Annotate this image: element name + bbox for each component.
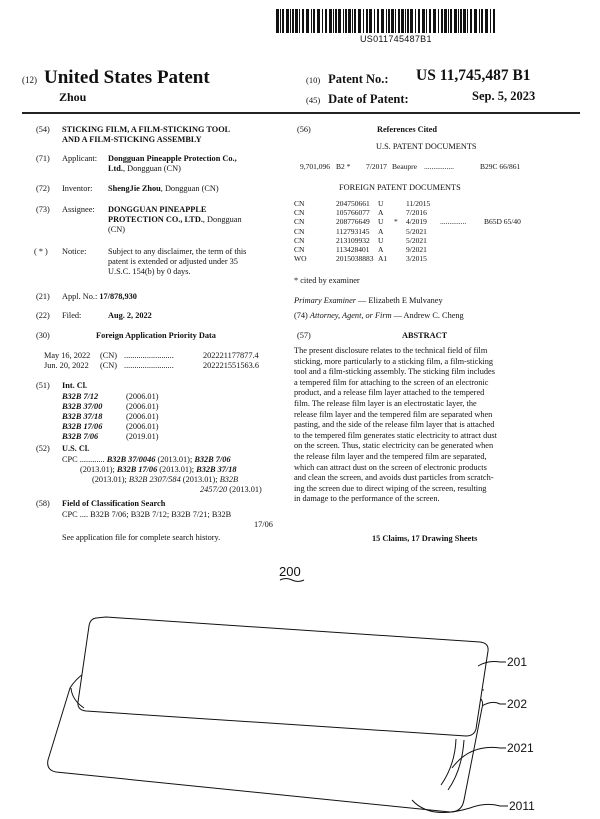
notice-label: Notice: [62, 247, 87, 256]
abstract-line: and clean the screen, and avoids dust particles from scratch- [294, 473, 494, 483]
foreign-ref-number: 204750661 [336, 199, 370, 208]
foreign-ref-date: 5/2021 [406, 226, 427, 236]
primary-examiner-row [294, 296, 443, 306]
barcode-bar [348, 9, 351, 33]
barcode-bar [381, 9, 384, 33]
field-code-74: (74) [294, 311, 308, 320]
priority-number: 202221551563.6 [203, 361, 260, 370]
leader-2011 [412, 800, 508, 813]
foreign-ref-country: WO [294, 254, 307, 264]
foreign-ref-kind: U [378, 217, 384, 227]
cpc-code: B32B 2307/584 [128, 475, 181, 484]
barcode-bar [317, 9, 320, 33]
label-202: 202 [507, 697, 528, 711]
applicant-line-1: Dongguan Pineapple Protection Co., [108, 154, 237, 163]
filed-value: Aug. 2, 2022 [108, 311, 152, 320]
barcode-bar [369, 9, 372, 33]
barcode-bar [493, 9, 495, 33]
intcl-version: (2006.01) [126, 402, 159, 411]
field-code-73: (73) [36, 205, 50, 214]
barcode-bar [280, 9, 281, 33]
priority-row [44, 361, 260, 370]
barcode-bar [363, 9, 364, 33]
ref-kind: B2 * [336, 162, 351, 171]
field-code-notice: ( * ) [34, 247, 48, 256]
label-2011: 2011 [509, 799, 535, 813]
inventor-surname: Zhou [59, 90, 87, 104]
attorney-row [294, 311, 464, 321]
cpc-code: B32B [219, 475, 239, 484]
barcode-bar [418, 9, 420, 33]
barcode-bar [352, 9, 353, 33]
cpc-version: (2013.01) [227, 485, 262, 494]
priority-dots: ........................ [124, 361, 174, 370]
abstract-line: to the tempered film generates static electricity to attract dust [294, 430, 497, 440]
field-code-22: (22) [36, 311, 50, 320]
barcode-bar [429, 9, 431, 33]
abstract-line: The present disclosure relates to the technical field of film [294, 346, 488, 355]
intcl-row [62, 402, 159, 411]
barcode-bar [333, 9, 334, 33]
barcode-bar [460, 9, 462, 33]
ref-name: Beaupre [392, 162, 417, 171]
foreign-ref-date: 5/2021 [406, 235, 427, 245]
label-201: 201 [507, 655, 528, 669]
cpc-line-2 [80, 465, 237, 474]
intcl-version: (2006.01) [126, 422, 159, 431]
inventor-name: ShengJie Zhou [108, 184, 161, 193]
patent-no-label: Patent No.: [328, 72, 389, 86]
barcode-bar [422, 9, 425, 33]
field-code-58: (58) [36, 499, 50, 508]
field-code-71: (71) [36, 154, 50, 163]
barcode-bar [467, 9, 468, 33]
foreign-ref-kind: A [378, 208, 384, 218]
field-code-54: (54) [36, 125, 50, 134]
foreign-ref-date: 11/2015 [406, 199, 431, 208]
barcode-bar [388, 9, 390, 33]
patent-title: United States Patent [44, 67, 210, 88]
cpc-version: (2013.01); [155, 455, 195, 464]
date-row [306, 90, 409, 108]
abstract-line: a tempered film for attaching to the screen of an electronic [294, 377, 489, 387]
foreign-ref-country: CN [294, 245, 305, 254]
cited-by-examiner: * cited by examiner [294, 276, 360, 285]
cpc-code: B32B 7/06 [194, 455, 231, 464]
assignee-location: , Dongguan [202, 215, 242, 224]
abstract-line: sticking, more particularly to a sticking film, a film-sticking [294, 356, 494, 366]
ref-class: B29C 66/861 [480, 162, 521, 171]
attorney-label: Attorney, Agent, or Firm [309, 311, 392, 320]
priority-date: May 16, 2022 [44, 351, 91, 360]
foreign-ref-kind: U [378, 235, 384, 245]
cpc-version: (2013.01); [157, 465, 197, 474]
barcode-bar [481, 9, 483, 33]
barcode-bar [474, 9, 477, 33]
intcl-heading: Int. Cl. [62, 381, 88, 390]
field-code-52: (52) [36, 444, 50, 453]
barcode-bar [374, 9, 375, 33]
barcode-bar [448, 9, 449, 33]
field-search-heading: Field of Classification Search [62, 499, 166, 508]
assignee-name-2: PROTECTION CO., LTD. [108, 215, 203, 224]
applicant-label: Applicant: [62, 154, 98, 163]
cpc-line-1 [62, 455, 231, 464]
foreign-ref-country: CN [294, 226, 305, 236]
inventor-label: Inventor: [62, 184, 93, 193]
title-line-2: AND A FILM-STICKING ASSEMBLY [62, 135, 202, 144]
us-docs-heading: U.S. PATENT DOCUMENTS [376, 142, 477, 151]
barcode-bar [490, 9, 491, 33]
leader-202 [482, 702, 506, 706]
cpc-version: (2013.01); [92, 475, 129, 484]
inventor-location: , Dongguan (CN) [160, 184, 219, 193]
intcl-code: B32B 7/06 [62, 432, 99, 441]
barcode-bar [338, 9, 341, 33]
foreign-ref-date: 9/2021 [406, 245, 427, 254]
publication-number-text: US011745487B1 [360, 34, 432, 44]
foreign-ref-kind: A [378, 245, 384, 254]
assignee-line-1: DONGGUAN PINEAPPLE [108, 205, 207, 214]
foreign-docs-heading: FOREIGN PATENT DOCUMENTS [339, 183, 461, 192]
foreign-ref-kind: A [378, 226, 384, 236]
applicant-location: , Dongguan (CN) [123, 164, 181, 173]
applicant-ltd: Ltd. [108, 164, 123, 173]
patent-type-block [22, 67, 210, 89]
field-search-line-2: 17/06 [254, 520, 273, 529]
barcode-bar [282, 9, 284, 33]
ref-number: 9,701,096 [300, 162, 330, 171]
field-code-57: (57) [297, 331, 311, 340]
barcode-bar [401, 9, 404, 33]
foreign-ref-number: 112793145 [336, 226, 370, 236]
barcode-bar [366, 9, 368, 33]
cpc-code: 2457/20 [200, 485, 228, 494]
assignee-line-2 [108, 215, 242, 225]
front-page-figure [0, 555, 600, 819]
barcode-bar [395, 9, 396, 33]
barcode-bar [322, 9, 323, 33]
barcode-bar [463, 9, 466, 33]
uscl-heading: U.S. Cl. [62, 444, 90, 453]
priority-country: (CN) [100, 361, 118, 370]
assignee-line-3: (CN) [108, 225, 126, 234]
foreign-ref-number: 208776649 [336, 217, 370, 227]
foreign-ref-country: CN [294, 235, 305, 245]
priority-row [44, 351, 259, 360]
foreign-ref-date: 4/2019 [406, 217, 427, 227]
barcode-bar [302, 9, 304, 33]
foreign-ref-kind: A1 [378, 254, 388, 264]
abstract-line: on the screen. Thus, static electricity can be generated when [294, 441, 494, 451]
abstract-line: which can attract dust on the screen of electronic products [294, 462, 487, 472]
patent-no-value: US 11,745,487 B1 [416, 67, 531, 84]
cpc-code: B32B 37/18 [196, 465, 237, 474]
barcode-bar [325, 9, 327, 33]
field-code-12: (12) [22, 75, 37, 85]
field-code-72: (72) [36, 184, 50, 193]
cpc-label: CPC [62, 455, 78, 464]
barcode-bar [438, 9, 439, 33]
barcode-bar [426, 9, 427, 33]
intcl-code: B32B 17/06 [62, 422, 103, 431]
barcode-bar [470, 9, 472, 33]
examiner-value: — Elizabeth E Mulvaney [355, 296, 443, 305]
barcode-bar [450, 9, 452, 33]
foreign-ref-number: 105766077 [336, 208, 370, 218]
foreign-ref-dots: .............. [440, 217, 467, 227]
patent-number-row [306, 70, 389, 88]
field-code-10: (10) [306, 75, 321, 85]
foreign-ref-date: 3/2015 [406, 254, 427, 264]
label-2021: 2021 [507, 741, 534, 755]
intcl-row [62, 422, 159, 431]
abstract-line: film. The release film layer is an electrostatic layer, the [294, 399, 477, 408]
date-label: Date of Patent: [328, 92, 409, 106]
intcl-row [62, 392, 159, 401]
abstract-line: the release film layer and the tempered film are separated, [294, 452, 487, 461]
priority-date: Jun. 20, 2022 [44, 361, 89, 370]
ref-dots: ................ [424, 162, 454, 171]
filed-label: Filed: [62, 311, 82, 320]
barcode [276, 9, 498, 33]
intcl-row [62, 412, 159, 421]
cpc-line-3 [92, 475, 238, 484]
foreign-ref-kind: U [378, 199, 384, 208]
barcode-bar [479, 9, 480, 33]
barcode-bar [485, 9, 488, 33]
intcl-code: B32B 7/12 [62, 392, 99, 401]
field-code-56: (56) [297, 125, 311, 134]
barcode-bar [391, 9, 394, 33]
field-search-line-1: CPC .... B32B 7/06; B32B 7/12; B32B 7/21; B32B [62, 510, 232, 519]
priority-country: (CN) [100, 351, 118, 360]
abstract-line: product, and a release film layer attached to the tempered [294, 388, 485, 398]
barcode-bar [358, 9, 361, 33]
applicant-line-2 [108, 164, 181, 174]
cpc-version: (2013.01); [180, 475, 220, 484]
appl-row [62, 292, 137, 302]
us-ref-row [300, 162, 521, 171]
barcode-bar [299, 9, 300, 33]
barcode-bar [407, 9, 409, 33]
intcl-code: B32B 37/00 [62, 402, 103, 411]
barcode-bar [444, 9, 447, 33]
cpc-code: B32B 17/06 [116, 465, 158, 474]
priority-dots: ........................ [124, 351, 174, 360]
barcode-bar [441, 9, 443, 33]
film-layer-201 [78, 617, 488, 736]
notice-line-2: patent is extended or adjusted under 35 [108, 257, 238, 266]
barcode-bar [345, 9, 347, 33]
assignee-label: Assignee: [62, 205, 95, 214]
barcode-bar [386, 9, 387, 33]
foreign-ref-number: 213109932 [336, 235, 370, 245]
cpc-line-4 [200, 485, 262, 494]
barcode-bar [377, 9, 379, 33]
see-application-note: See application file for complete search history. [62, 533, 221, 542]
foreign-ref-number: 2015038883 [336, 254, 374, 264]
claims-sheets: 15 Claims, 17 Drawing Sheets [372, 534, 478, 543]
barcode-bar [354, 9, 356, 33]
barcode-bar [295, 9, 298, 33]
field-code-30: (30) [36, 331, 50, 340]
abstract-heading: ABSTRACT [402, 331, 448, 340]
field-code-51: (51) [36, 381, 50, 390]
barcode-bar [335, 9, 337, 33]
priority-number: 202221177877.4 [203, 351, 259, 360]
barcode-bar [286, 9, 289, 33]
barcode-bar [313, 9, 315, 33]
cpc-version: (2013.01); [80, 465, 117, 474]
barcode-bar [343, 9, 344, 33]
foreign-ref-country: CN [294, 217, 305, 227]
field-code-21: (21) [36, 292, 50, 301]
barcode-bar [306, 9, 309, 33]
barcode-bar [290, 9, 291, 33]
attorney-value: — Andrew C. Cheng [391, 311, 464, 320]
foreign-ref-date: 7/2016 [406, 208, 427, 218]
abstract-line: release film layer and the tempered film are separated when [294, 409, 493, 419]
barcode-bar [276, 9, 279, 33]
notice-line-1: Subject to any disclaimer, the term of this [108, 247, 247, 256]
header-rule [22, 112, 580, 114]
abstract-line: tool and a film-sticking assembly. The sticking film includes [294, 367, 495, 377]
field-code-45: (45) [306, 95, 321, 105]
abstract-line: pasting, and the side of the release film layer that is attached [294, 420, 495, 430]
foreign-ref-country: CN [294, 199, 305, 208]
foreign-ref-class: B65D 65/40 [484, 217, 521, 227]
intcl-version: (2006.01) [126, 412, 159, 421]
intcl-version: (2019.01) [126, 432, 159, 441]
barcode-bar [433, 9, 436, 33]
references-heading: References Cited [377, 125, 437, 134]
abstract-line: in damage to the performance of the screen. [294, 494, 440, 504]
barcode-bar [454, 9, 457, 33]
foreign-ref-country: CN [294, 208, 305, 218]
notice-line-3: U.S.C. 154(b) by 0 days. [108, 267, 191, 276]
intcl-row [62, 432, 159, 441]
foreign-ref-star: * [394, 217, 398, 227]
examiner-label: Primary Examiner [294, 296, 356, 305]
barcode-bar [405, 9, 406, 33]
date-value: Sep. 5, 2023 [472, 89, 536, 103]
cpc-dots: ............ [79, 455, 105, 464]
foreign-ref-number: 113428401 [336, 245, 370, 254]
cpc-code: B32B 37/0046 [106, 455, 156, 464]
barcode-bar [292, 9, 294, 33]
title-line-1: STICKING FILM, A FILM-STICKING TOOL [62, 125, 231, 134]
barcode-bar [311, 9, 312, 33]
abstract-line: ing the screen due to direct wiping of the screen, resulting [294, 483, 487, 493]
barcode-bar [415, 9, 416, 33]
figure-number: 200 [279, 564, 301, 579]
barcode-bar [329, 9, 332, 33]
appl-value: 17/878,930 [99, 292, 137, 301]
ref-date: 7/2017 [366, 162, 387, 171]
inventor-line [108, 184, 219, 194]
barcode-bar [410, 9, 413, 33]
appl-label: Appl. No.: [62, 292, 98, 301]
intcl-version: (2006.01) [126, 392, 159, 401]
intcl-code: B32B 37/18 [62, 412, 103, 421]
barcode-bar [458, 9, 459, 33]
priority-heading: Foreign Application Priority Data [96, 331, 216, 340]
barcode-bar [398, 9, 400, 33]
